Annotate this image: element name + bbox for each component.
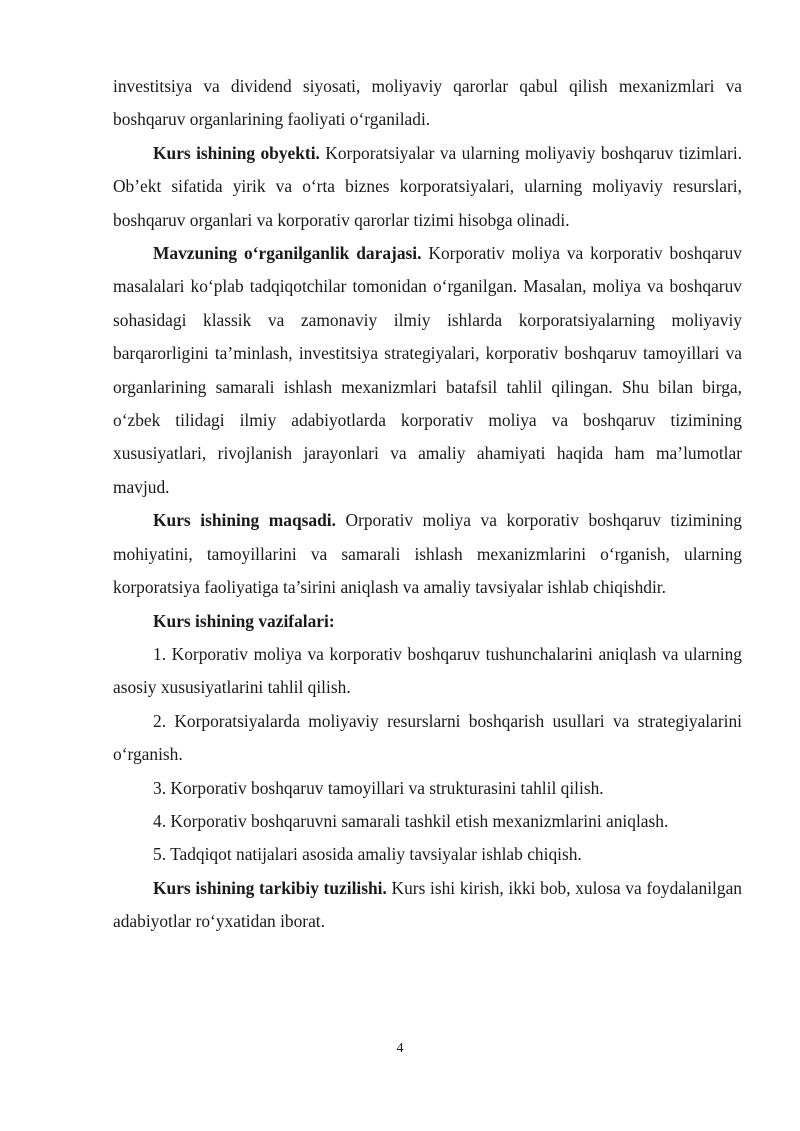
paragraph-goal (113, 504, 742, 604)
paragraph-structure (113, 872, 742, 939)
paragraph-tasks-heading (113, 605, 742, 638)
page-number: 4 (396, 1041, 404, 1056)
task-item-1: 1. Korporativ moliya va korporativ boshqaruv tushunchalarini aniqlash va ularning asosiy xususiyatlarini tahlil qilish. (113, 643, 742, 698)
heading-goal: Kurs ishining maqsadi. (153, 510, 336, 531)
task-item-2: 2. Korporatsiyalarda moliyaviy resurslarni boshqarish usullari va strategiyalarini o‘rganish. (113, 710, 742, 765)
text-goal: Orporativ moliya va korporativ boshqaruv tizimining mohiyatini, tamoyillarini va samarali ishlash mexanizmlarini o‘rganish, ularning korporatsiya faoliyatiga ta’sirini aniqlash va amaliy tavsiyalar ishlab chiqishdir. (113, 510, 742, 598)
paragraph-study-level (113, 237, 742, 504)
heading-tasks: Kurs ishining vazifalari: (153, 610, 335, 631)
task-item-4: 4. Korporativ boshqaruvni samarali tashkil etish mexanizmlarini aniqlash. (153, 810, 669, 831)
text-study-level: Korporativ moliya va korporativ boshqaruv masalalari ko‘plab tadqiqotchilar tomonidan o‘rganilgan. Masalan, moliya va boshqaruv sohasidagi klassik va zamonaviy ilmiy ishlarda korporatsiyalarning moliyaviy barqarorligini ta’minlash, investitsiya strategiyalari, korporativ boshqaruv tamoyillari va organlarining samarali ishlash mexanizmlari batafsil tahlil qilingan. Shu bilan birga, o‘zbek tilidagi ilmiy adabiyotlarda korporativ moliya va boshqaruv tizimining xususiyatlari, rivojlanish jarayonlari va amaliy ahamiyati haqida ham ma’lumotlar mavjud. (113, 243, 742, 497)
paragraph-object (113, 137, 742, 237)
heading-structure: Kurs ishining tarkibiy tuzilishi. (153, 877, 387, 898)
paragraph-intro-continuation: investitsiya va dividend siyosati, moliyaviy qarorlar qabul qilish mexanizmlari va boshqaruv organlarining faoliyati o‘rganiladi. (113, 76, 742, 130)
task-item-5: 5. Tadqiqot natijalari asosida amaliy tavsiyalar ishlab chiqish. (153, 844, 582, 865)
heading-study-level: Mavzuning o‘rganilganlik darajasi. (153, 243, 422, 264)
text-object: Korporatsiyalar va ularning moliyaviy boshqaruv tizimlari. Ob’ekt sifatida yirik va o‘rta biznes korporatsiyalari, ularning moliyaviy resurslari, boshqaruv organlari va korporativ qarorlar tizimi hisobga olinadi. (113, 142, 743, 230)
task-item-3: 3. Korporativ boshqaruv tamoyillari va strukturasini tahlil qilish. (153, 777, 604, 798)
heading-object: Kurs ishining obyekti. (153, 142, 320, 163)
document-page (113, 70, 742, 939)
text-structure: Kurs ishi kirish, ikki bob, xulosa va foydalanilgan adabiyotlar ro‘yxatidan iborat. (113, 877, 742, 932)
